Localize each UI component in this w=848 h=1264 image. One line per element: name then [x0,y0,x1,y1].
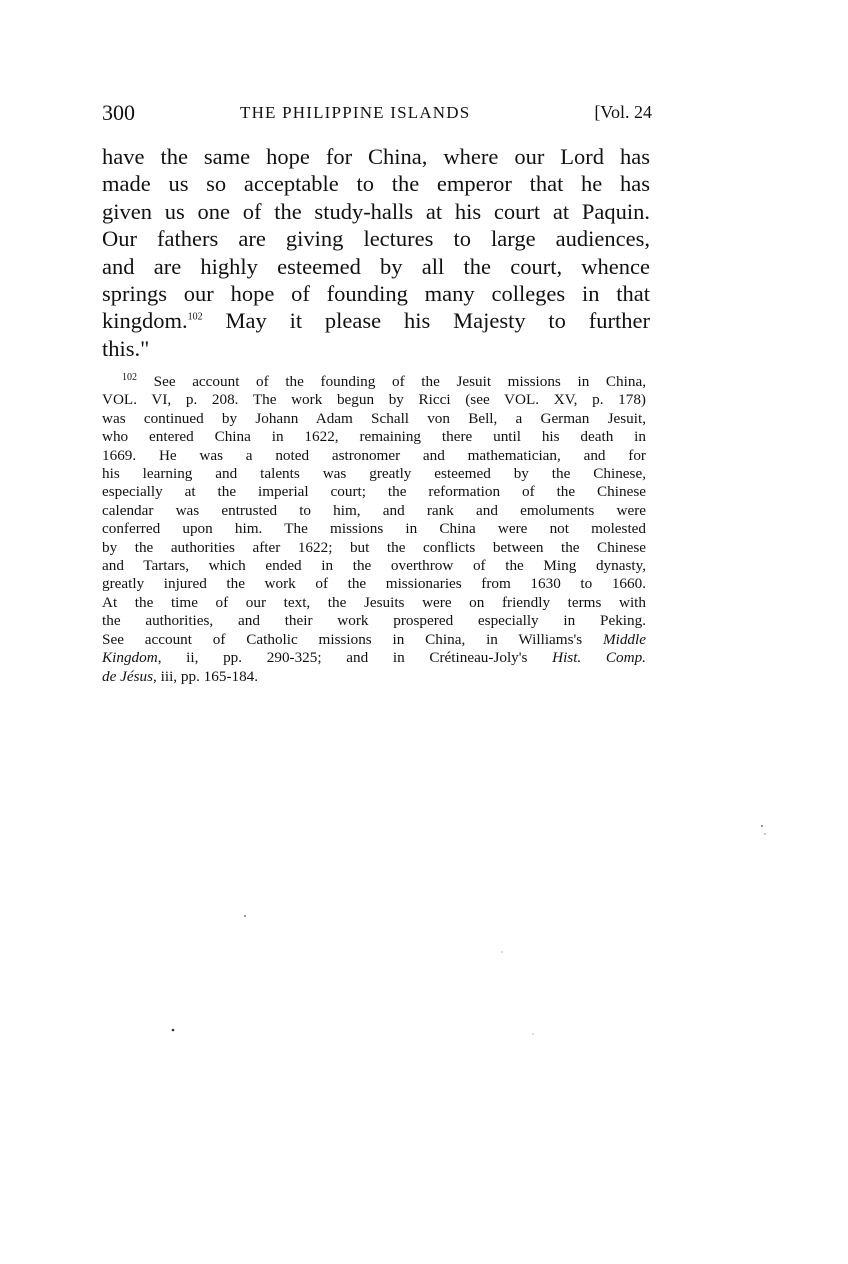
footnote-line: the authorities, and their work prospered especially in Peking. [102,612,646,630]
footnote-line: VOL. VI, p. 208. The work begun by Ricci (see VOL. XV, p. 178) [102,391,646,409]
text-line: springs our hope of founding many colleges in that [102,281,650,307]
page-header [102,100,652,130]
page-number: 300 [102,100,135,125]
footnote-line: greatly injured the work of the missionaries from 1630 to 1660. [102,575,646,593]
text-line: made us so acceptable to the emperor that he has [102,171,650,197]
scan-speck [761,825,763,827]
scan-speck [172,1029,175,1032]
footnote-marker: 102 [122,371,137,383]
text-line [102,307,650,334]
footnote-line [102,373,646,391]
text-line: Our fathers are giving lectures to large audiences, [102,226,650,252]
text-fragment: , iii, pp. 165-184. [153,667,259,685]
text-fragment: , ii, pp. 290-325; and in Crétineau-Joly's [157,649,553,667]
footnote-line: especially at the imperial court; the reformation of the Chinese [102,483,646,501]
italic-title: de Jésus [102,667,154,685]
volume-label: [Vol. 24 [594,102,652,122]
italic-title: Kingdom [102,649,158,667]
footnote-line [102,631,646,649]
footnote-line: was continued by Johann Adam Schall von Bell, a German Jesuit, [102,409,646,427]
footnote [102,373,646,686]
scan-speck [501,951,502,952]
running-title: THE PHILIPPINE ISLANDS [240,103,471,122]
italic-title: Hist. Comp. [552,649,646,667]
italic-title: Middle [602,630,646,648]
scan-speck [764,833,765,834]
footnote-line: and Tartars, which ended in the overthrow of the Ming dynasty, [102,557,646,575]
text-line: have the same hope for China, where our Lord has [102,144,650,169]
footnote-line: who entered China in 1622, remaining there until his death in [102,428,646,446]
text-fragment: See account of the founding of the Jesuit missions in China, [137,373,646,390]
text-line: given us one of the study-halls at his court at Paquin. [102,198,650,224]
footnote-line: 1669. He was a noted astronomer and mathematician, and for [102,446,646,464]
text-fragment: kingdom. [102,308,188,334]
scan-speck [532,1033,533,1034]
footnote-line: conferred upon him. The missions in China were not molested [102,520,646,538]
footnote-line: calendar was entrusted to him, and rank and emoluments were [102,501,646,519]
main-text [102,143,650,362]
footnote-line: by the authorities after 1622; but the conflicts between the Chinese [102,538,646,556]
text-line: and are highly esteemed by all the court, whence [102,253,650,279]
scan-speck [244,915,246,917]
footnote-reference: 102 [187,311,203,323]
text-line: this." [102,335,150,361]
footnote-line: his learning and talents was greatly esteemed by the Chinese, [102,465,646,483]
footnote-line [102,668,646,686]
text-fragment: May it please his Majesty to further [202,308,650,334]
text-fragment: See account of Catholic missions in China, in Williams's [102,630,603,648]
footnote-line [102,649,646,667]
footnote-line: At the time of our text, the Jesuits were on friendly terms with [102,593,646,611]
